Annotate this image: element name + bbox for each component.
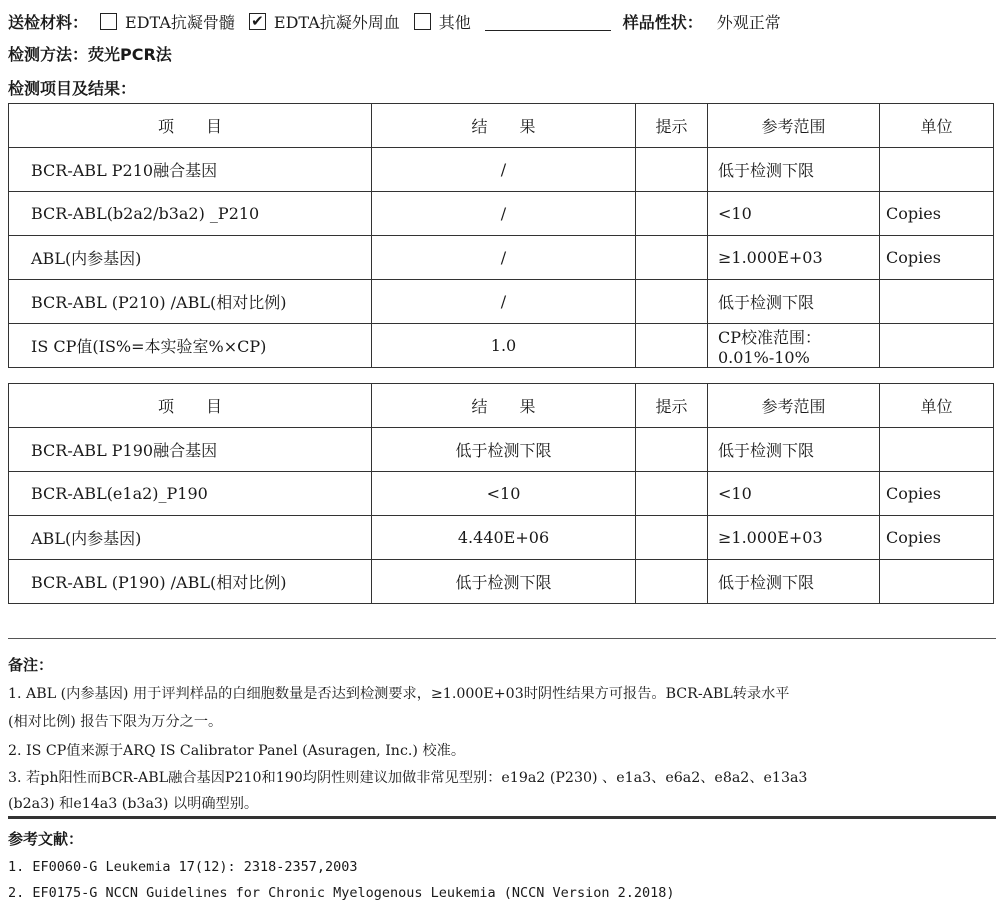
cell-hint (636, 148, 708, 192)
cell-range: <10 (708, 472, 880, 516)
cell-unit (880, 280, 994, 324)
cell-unit: Copies (880, 516, 994, 560)
header-result: 结 果 (372, 104, 636, 148)
references-divider (8, 816, 996, 819)
cell-unit (880, 428, 994, 472)
cell-result: / (372, 192, 636, 236)
table-row (9, 472, 994, 516)
cell-item: BCR-ABL (P190) /ABL(相对比例) (9, 560, 372, 604)
cell-range: 低于检测下限 (708, 148, 880, 192)
notes-title: 备注： (8, 656, 54, 674)
cell-unit (880, 560, 994, 604)
sample-material-label: 送检材料： (8, 12, 89, 32)
header-item: 项 目 (9, 384, 372, 428)
header-hint: 提示 (636, 384, 708, 428)
cell-result: / (372, 236, 636, 280)
sample-property-label: 样品性状： (622, 12, 703, 32)
header-hint: 提示 (636, 104, 708, 148)
table-row (9, 324, 994, 368)
table-header-row (9, 384, 994, 428)
table-row (9, 428, 994, 472)
note-line: (b2a3) 和e14a3 (b3a3) 以明确型别。 (8, 796, 259, 812)
table-row (9, 280, 994, 324)
cell-result: 4.440E+06 (372, 516, 636, 560)
cell-range: 低于检测下限 (708, 428, 880, 472)
cell-result: <10 (372, 472, 636, 516)
cell-unit (880, 148, 994, 192)
cell-range: CP校准范围：0.01%-10% (708, 324, 880, 368)
cell-hint (636, 236, 708, 280)
option-bone-marrow[interactable] (100, 10, 235, 33)
cell-result: 低于检测下限 (372, 428, 636, 472)
option-label: 其他 (438, 12, 471, 32)
option-label: EDTA抗凝外周血 (273, 12, 400, 32)
cell-item: BCR-ABL (P210) /ABL(相对比例) (9, 280, 372, 324)
table-row (9, 560, 994, 604)
detection-method: 检测方法：荧光PCR法 (8, 45, 172, 64)
table-row (9, 192, 994, 236)
header-unit: 单位 (880, 104, 994, 148)
note-line: 3. 若ph阳性而BCR-ABL融合基因P210和190均阴性则建议加做非常见型别：e19a2 (P230) 、e1a3、e6a2、e8a2、e13a3 (8, 770, 808, 786)
cell-result: 1.0 (372, 324, 636, 368)
cell-item: ABL(内参基因) (9, 516, 372, 560)
checkbox-unchecked-icon[interactable] (414, 13, 431, 30)
cell-range: ≥1.000E+03 (708, 516, 880, 560)
option-other[interactable] (414, 10, 471, 33)
option-peripheral-blood[interactable] (249, 10, 400, 33)
cell-range: <10 (708, 192, 880, 236)
header-range: 参考范围 (708, 104, 880, 148)
checkbox-checked-icon[interactable]: ✔ (249, 13, 266, 30)
cell-hint (636, 324, 708, 368)
cell-item: BCR-ABL P190融合基因 (9, 428, 372, 472)
references-title: 参考文献： (8, 830, 84, 848)
cell-item: IS CP值(IS%=本实验室%×CP) (9, 324, 372, 368)
results-table-p210 (8, 103, 994, 368)
cell-hint (636, 472, 708, 516)
cell-result: 低于检测下限 (372, 560, 636, 604)
cell-unit (880, 324, 994, 368)
checkbox-unchecked-icon[interactable] (100, 13, 117, 30)
section-divider (8, 638, 996, 639)
note-line: 2. IS CP值来源于ARQ IS Calibrator Panel (Asuragen, Inc.) 校准。 (8, 743, 466, 759)
cell-unit: Copies (880, 236, 994, 280)
reference-line: 2. EF0175-G NCCN Guidelines for Chronic Myelogenous Leukemia (NCCN Version 2.2018) (8, 885, 675, 901)
cell-hint (636, 560, 708, 604)
cell-hint (636, 192, 708, 236)
option-label: EDTA抗凝骨髓 (125, 12, 235, 32)
other-fill-line (485, 12, 611, 31)
reference-line: 1. EF0060-G Leukemia 17(12): 2318-2357,2003 (8, 859, 358, 875)
cell-hint (636, 428, 708, 472)
sample-property-value: 外观正常 (716, 12, 781, 32)
note-line: 1. ABL (内参基因) 用于评判样品的白细胞数量是否达到检测要求，≥1.000E+03时阴性结果方可报告。BCR-ABL转录水平 (8, 686, 790, 702)
table-row (9, 236, 994, 280)
header-result: 结 果 (372, 384, 636, 428)
sample-material-row (8, 8, 781, 34)
cell-range: ≥1.000E+03 (708, 236, 880, 280)
note-line: (相对比例) 报告下限为万分之一。 (8, 714, 223, 730)
cell-result: / (372, 148, 636, 192)
header-unit: 单位 (880, 384, 994, 428)
table-header-row (9, 104, 994, 148)
cell-item: BCR-ABL(e1a2)_P190 (9, 472, 372, 516)
cell-unit: Copies (880, 472, 994, 516)
cell-range: 低于检测下限 (708, 280, 880, 324)
header-range: 参考范围 (708, 384, 880, 428)
cell-result: / (372, 280, 636, 324)
cell-item: BCR-ABL P210融合基因 (9, 148, 372, 192)
cell-item: ABL(内参基因) (9, 236, 372, 280)
table-row (9, 148, 994, 192)
table-row (9, 516, 994, 560)
results-table-p190 (8, 383, 994, 604)
cell-hint (636, 280, 708, 324)
cell-range: 低于检测下限 (708, 560, 880, 604)
cell-item: BCR-ABL(b2a2/b3a2) _P210 (9, 192, 372, 236)
header-item: 项 目 (9, 104, 372, 148)
items-results-title: 检测项目及结果： (8, 79, 137, 98)
cell-hint (636, 516, 708, 560)
cell-unit: Copies (880, 192, 994, 236)
